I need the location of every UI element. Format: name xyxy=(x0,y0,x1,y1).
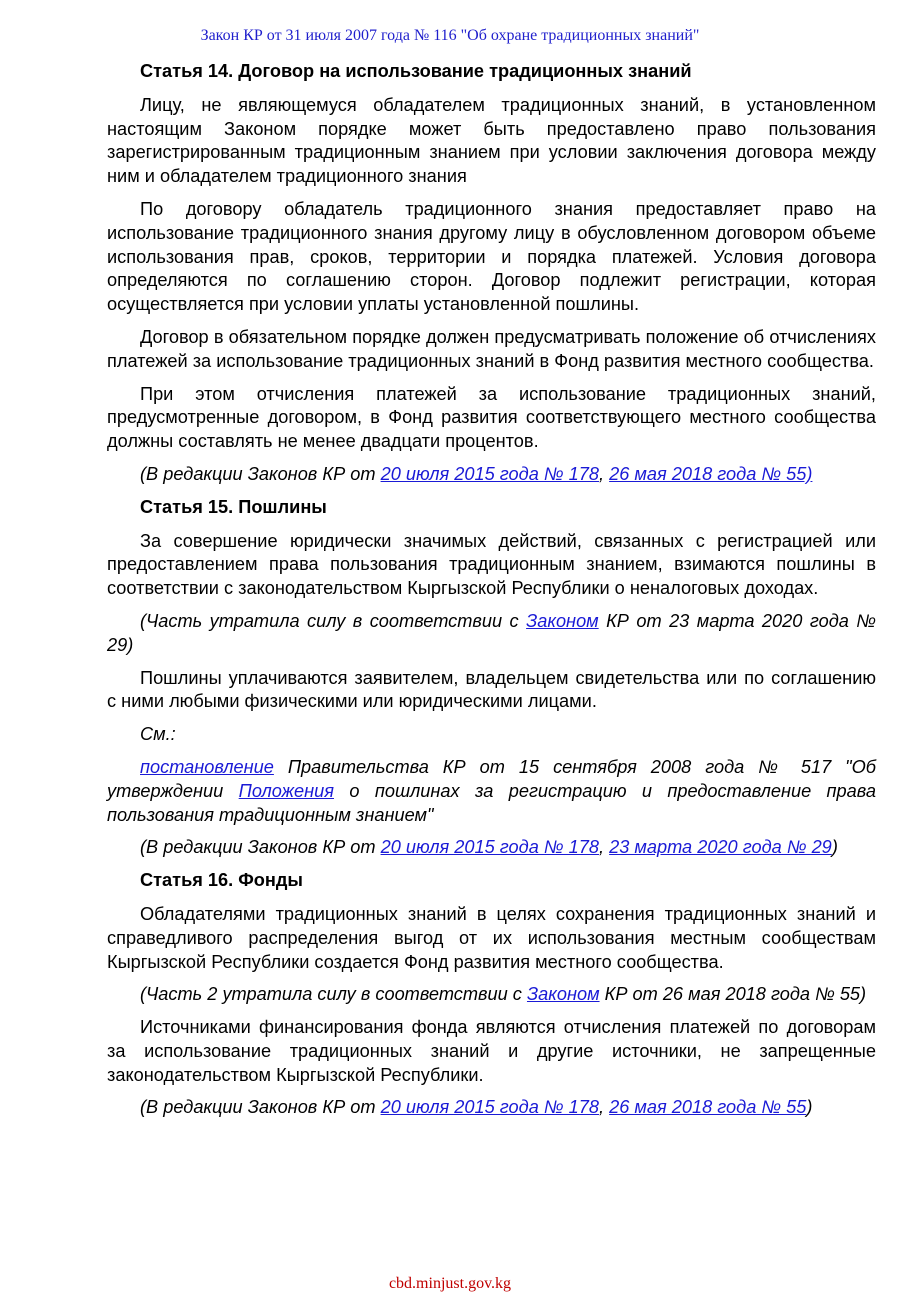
resolution-link[interactable]: постановление xyxy=(140,756,274,777)
lost-force-prefix: (Часть 2 утратила силу в соответствии с xyxy=(140,984,527,1005)
regulation-link[interactable]: Положения xyxy=(238,780,334,801)
article-14-paragraph-3: Договор в обязательном порядке должен предусматривать положение об отчислениях платежей за использование традиционных знаний в Фонд развития местного сообщества. xyxy=(107,326,876,371)
law-link-zakon[interactable]: Законом xyxy=(526,610,599,631)
article-16-lost-force-note xyxy=(107,983,876,1007)
edition-separator: , xyxy=(599,1097,610,1118)
law-link-2015-178[interactable]: 20 июля 2015 года № 178 xyxy=(380,837,599,858)
law-link-2020-29[interactable]: 23 марта 2020 года № 29 xyxy=(609,837,832,858)
see-also-reference xyxy=(107,756,876,827)
article-14-edition-note xyxy=(107,463,876,487)
article-16-paragraph-1: Обладателями традиционных знаний в целях сохранения традиционных знаний и справедливого распределения выгод от их использования местным сообществам Кыргызской Республики создается Фонд развития местного сообщества. xyxy=(107,903,876,972)
edition-prefix: (В редакции Законов КР от xyxy=(140,463,381,484)
article-16-title: Статья 16. Фонды xyxy=(140,870,303,891)
law-link-zakon[interactable]: Законом xyxy=(526,984,600,1005)
law-link-2018-55[interactable]: 26 мая 2018 года № 55) xyxy=(609,463,813,484)
article-16-paragraph-2: Источниками финансирования фонда являются отчисления платежей по договорам за использование традиционных знаний и другие источники, не запрещенные законодательством Кыргызской Республики. xyxy=(107,1017,876,1085)
edition-suffix: ) xyxy=(831,837,838,858)
article-14-paragraph-2: По договору обладатель традиционного знания предоставляет право на использование традиционного знания другому лицу в обусловленном договором объеме использования прав, сроков, территории и порядка платежей. Условия договора определяются по соглашению сторон. Договор подлежит регистрации, которая осуществляется при условии уплаты установленной пошлины. xyxy=(107,198,876,315)
article-15-paragraph-1: За совершение юридически значимых действий, связанных с регистрацией или предоставлением права пользования традиционным знанием, взимаются пошлины в соответствии с законодательством Кыргызской Республики о неналоговых доходах. xyxy=(107,530,876,599)
lost-force-suffix: КР от 23 марта 2020 года № 29) xyxy=(107,610,876,655)
law-link-2015-178[interactable]: 20 июля 2015 года № 178 xyxy=(380,1097,599,1118)
article-15-title: Статья 15. Пошлины xyxy=(140,496,327,517)
edition-prefix: (В редакции Законов КР от xyxy=(140,1097,381,1118)
article-15-edition-note xyxy=(107,836,876,860)
lost-force-prefix: (Часть утратила силу в соответствии с xyxy=(140,610,527,631)
edition-prefix: (В редакции Законов КР от xyxy=(140,837,381,858)
law-link-2015-178[interactable]: 20 июля 2015 года № 178 xyxy=(380,463,599,484)
article-14-paragraph-4: При этом отчисления платежей за использование традиционных знаний, предусмотренные договором, в Фонд развития соответствующего местного сообщества должны составлять не менее двадцати процентов. xyxy=(107,383,876,452)
page-header: Закон КР от 31 июля 2007 года № 116 "Об охране традиционных знаний" xyxy=(200,27,700,44)
reference-text-1: Правительства КР от 15 сентября 2008 года № 517 "Об утверждении xyxy=(107,756,876,801)
see-also-label: См.: xyxy=(140,724,176,745)
edition-separator: , xyxy=(599,463,610,484)
article-14-title: Статья 14. Договор на использование традиционных знаний xyxy=(140,61,692,81)
document-content xyxy=(107,60,876,1129)
article-15-lost-force-note xyxy=(107,610,876,658)
edition-separator: , xyxy=(599,837,610,858)
reference-text-2: о пошлинах за регистрацию и предоставление права пользования традиционным знанием" xyxy=(107,780,877,825)
page-footer: cbd.minjust.gov.kg xyxy=(388,1275,512,1292)
article-14-paragraph-1: Лицу, не являющемуся обладателем традиционных знаний, в установленном настоящим Законом порядке может быть предоставлено право пользования зарегистрированным традиционным знанием при условии заключения договора между ним и обладателем традиционного знания xyxy=(107,94,876,187)
law-link-2018-55[interactable]: 26 мая 2018 года № 55 xyxy=(609,1097,807,1118)
lost-force-suffix: КР от 26 мая 2018 года № 55) xyxy=(599,984,867,1005)
article-16-edition-note xyxy=(107,1096,876,1120)
edition-suffix: ) xyxy=(806,1097,813,1118)
article-15-paragraph-2: Пошлины уплачиваются заявителем, владельцем свидетельства или по соглашению с ними любыми физическими или юридическими лицами. xyxy=(107,667,876,712)
